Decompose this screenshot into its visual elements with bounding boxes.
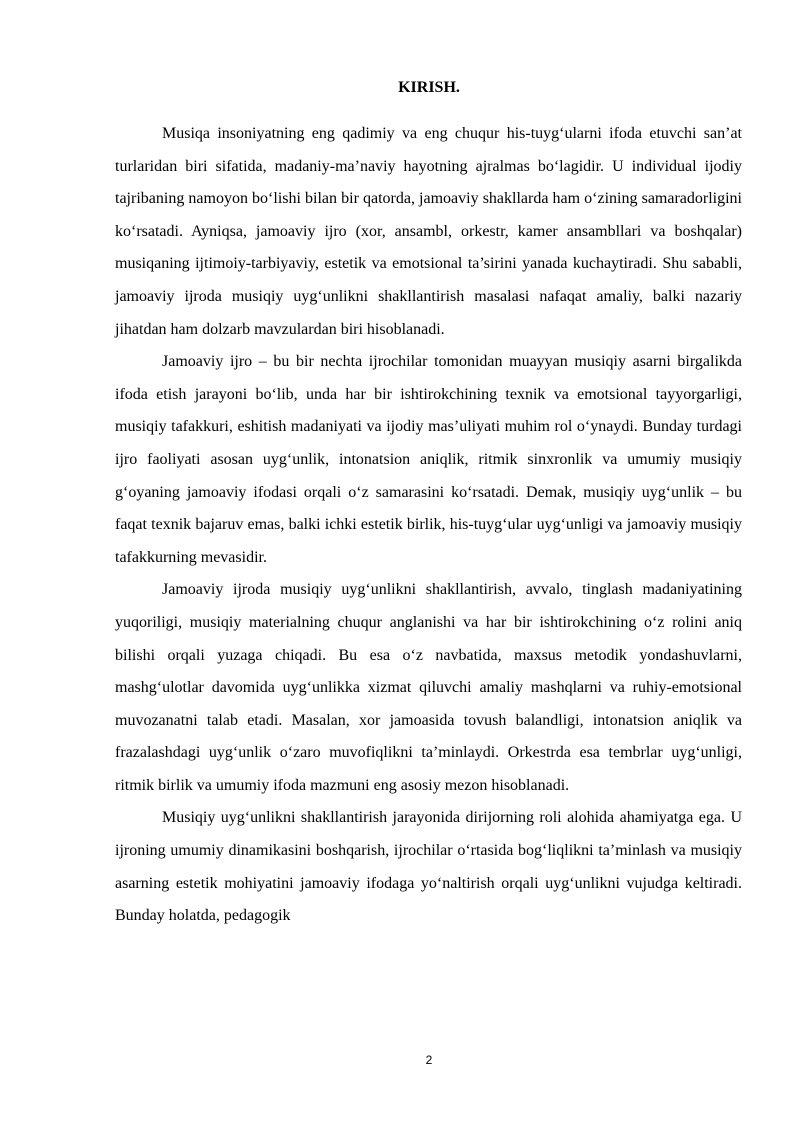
paragraph-2: Jamoaviy ijro – bu bir nechta ijrochilar tomonidan muayyan musiqiy asarni birgalikda ifoda etish jarayoni bo‘lib, unda har bir ishtirokchining texnik va emotsional tayyorgarligi, musiqiy tafakkuri, eshitish madaniyati va ijodiy mas’uliyati muhim rol o‘ynaydi. Bunday turdagi ijro faoliyati asosan uyg‘unlik, intonatsion aniqlik, ritmik sinxronlik va umumiy musiqiy g‘oyaning jamoaviy ifodasi orqali o‘z samarasini ko‘rsatadi. Demak, musiqiy uyg‘unlik – bu faqat texnik bajaruv emas, balki ichki estetik birlik, his-tuyg‘ular uyg‘unligi va jamoaviy musiqiy tafakkurning mevasidir.	[115, 353, 742, 566]
paragraph-4: Musiqiy uyg‘unlikni shakllantirish jarayonida dirijorning roli alohida ahamiyatga ega. U ijroning umumiy dinamikasini boshqarish, ijrochilar o‘rtasida bog‘liqlikni ta’minlash va musiqiy asarning estetik mohiyatini jamoaviy ifodaga yo‘naltirish orqali uyg‘unlikni vujudga keltiradi. Bunday holatda, pedagogik	[115, 809, 742, 925]
page-number: 2	[425, 1053, 433, 1067]
document-body	[115, 118, 742, 933]
paragraph-3: Jamoaviy ijroda musiqiy uyg‘unlikni shakllantirish, avvalo, tinglash madaniyatining yuqoriligi, musiqiy materialning chuqur anglanishi va har bir ishtirokchining o‘z rolini aniq bilishi orqali yuzaga chiqadi. Bu esa o‘z navbatida, maxsus metodik yondashuvlarni, mashg‘ulotlar davomida uyg‘unlikka xizmat qiluvchi amaliy mashqlarni va ruhiy-emotsional muvozanatni talab etadi. Masalan, xor jamoasida tovush balandligi, intonatsion aniqlik va frazalashdagi uyg‘unlik o‘zaro muvofiqlikni ta’minlaydi. Orkestrda esa tembrlar uyg‘unligi, ritmik birlik va umumiy ifoda mazmuni eng asosiy mezon hisoblanadi.	[115, 581, 742, 794]
paragraph-1: Musiqa insoniyatning eng qadimiy va eng chuqur his-tuyg‘ularni ifoda etuvchi san’at turlaridan biri sifatida, madaniy-ma’naviy hayotning ajralmas bo‘lagidir. U individual ijodiy tajribaning namoyon bo‘lishi bilan bir qatorda, jamoaviy shakllarda ham o‘zining samaradorligini ko‘rsatadi. Ayniqsa, jamoaviy ijro (xor, ansambl, orkestr, kamer ansambllari va boshqalar) musiqaning ijtimoiy-tarbiyaviy, estetik va emotsional ta’sirini yanada kuchaytiradi. Shu sababli, jamoaviy ijroda musiqiy uyg‘unlikni shakllantirish masalasi nafaqat amaliy, balki nazariy jihatdan ham dolzarb mavzulardan biri hisoblanadi.	[115, 125, 742, 338]
page-title: KIRISH.	[398, 79, 460, 96]
